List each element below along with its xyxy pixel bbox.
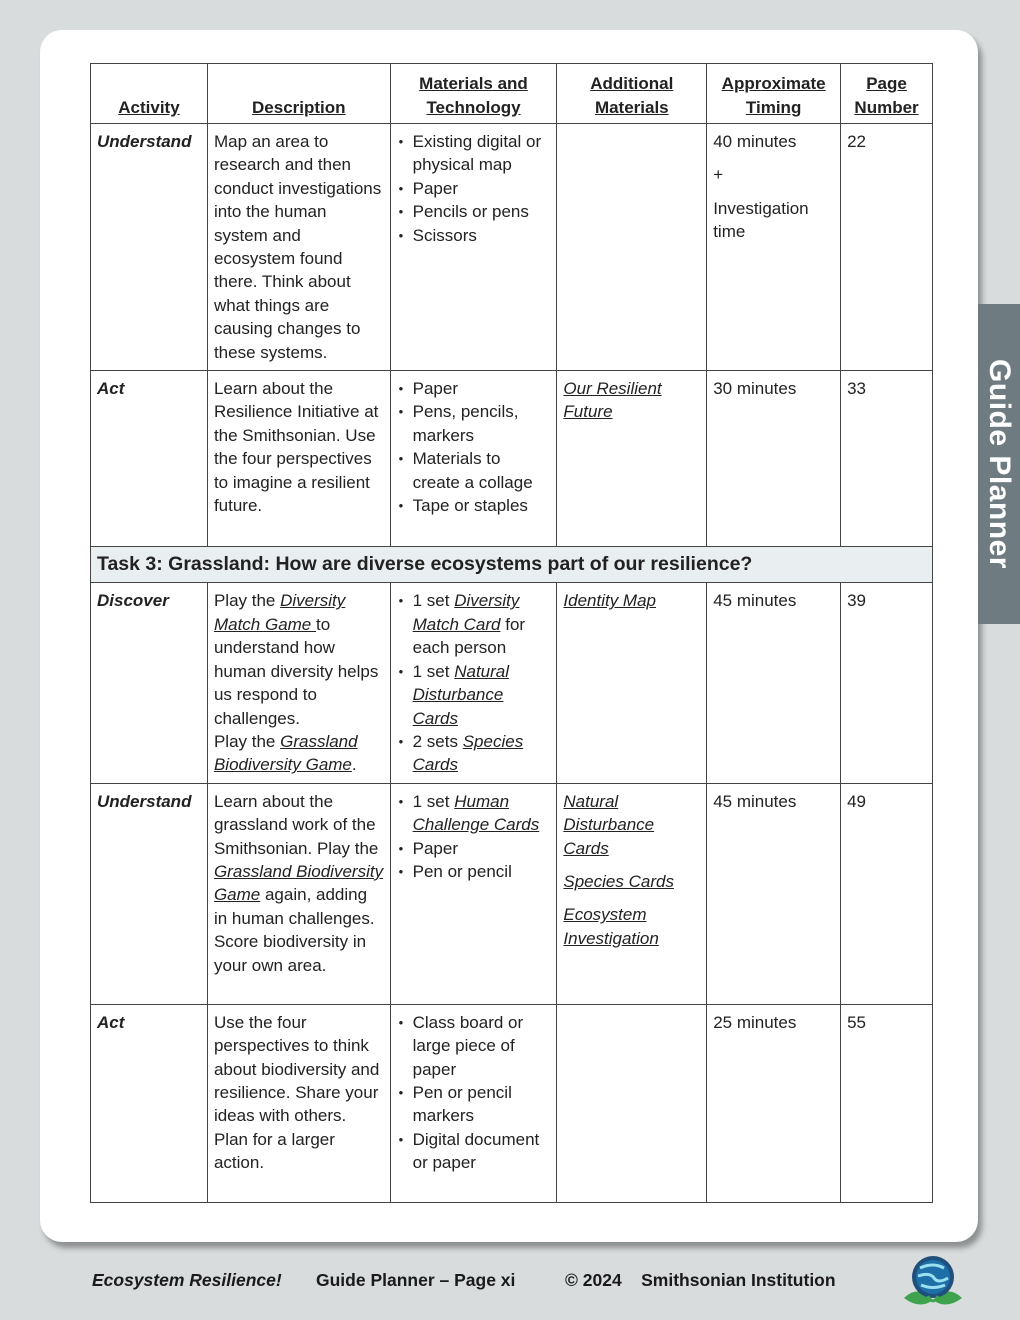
- material-item: • Paper: [397, 377, 551, 400]
- timing-cell: [707, 583, 841, 783]
- timing-value: 30 minutes: [713, 379, 797, 399]
- header-materials: Materials and Technology: [390, 64, 557, 124]
- grassland-biodiversity-game-link[interactable]: Grassland Biodiversity Game: [213, 731, 358, 775]
- timing-plus: +: [713, 165, 724, 185]
- page-cell: 39: [841, 583, 933, 783]
- description-text: .: [351, 755, 357, 775]
- timing-value: 25 minutes: [713, 1012, 797, 1032]
- guide-planner-tab-label: Guide Planner: [983, 359, 1017, 569]
- description-text: Play the: [213, 731, 281, 751]
- description-text: again, adding in human challenges. Score biodiversity in your own area.: [213, 885, 375, 975]
- task-heading-row: [91, 547, 933, 583]
- human-challenge-cards-link[interactable]: Human Challenge Cards: [412, 791, 540, 835]
- footer-title: Ecosystem Resilience!: [92, 1270, 282, 1290]
- page-cell: 22: [841, 124, 933, 371]
- table-header-row: [91, 64, 933, 124]
- material-item: • Class board or large piece of paper: [397, 1011, 551, 1081]
- timing-cell: [707, 783, 841, 1004]
- table-row: [91, 371, 933, 547]
- material-item: • Tape or staples: [397, 494, 551, 517]
- header-page: Page Number: [841, 64, 933, 124]
- timing-value: 40 minutes: [713, 132, 797, 151]
- footer-copyright: © 2024 Smithsonian Institution: [565, 1270, 836, 1290]
- additional-cell: [557, 124, 707, 371]
- page-cell: 55: [841, 1004, 933, 1202]
- table-row: [91, 1004, 933, 1202]
- header-additional: Additional Materials: [557, 64, 707, 124]
- guide-planner-tab[interactable]: [978, 304, 1020, 624]
- timing-value: 45 minutes: [713, 791, 797, 811]
- smithsonian-ecosystem-logo-icon: [900, 1254, 966, 1314]
- description-text: to understand how human diversity helps us respond to challenges.: [213, 614, 379, 728]
- description-cell: Map an area to research and then conduct investigations into the human system and ecosystem found there. Think about what things are causing changes to these systems.: [207, 124, 390, 371]
- additional-cell: [557, 1004, 707, 1202]
- materials-cell: [390, 1004, 557, 1202]
- materials-cell: [390, 783, 557, 1004]
- description-text: Play the: [213, 591, 281, 611]
- description-text: Learn about the grassland work of the Smithsonian. Play the: [213, 791, 379, 858]
- material-item: • Pencils or pens: [397, 200, 551, 223]
- additional-cell: [557, 783, 707, 1004]
- additional-cell: [557, 583, 707, 783]
- page-cell: 49: [841, 783, 933, 1004]
- footer-page: Guide Planner – Page xi: [316, 1270, 516, 1290]
- timing-cell: [707, 124, 841, 371]
- natural-disturbance-cards-link[interactable]: Natural Disturbance Cards: [412, 661, 510, 728]
- material-item: • 2 sets Species Cards: [397, 730, 551, 777]
- material-item: • Digital document or paper: [397, 1128, 551, 1175]
- activity-cell: Understand: [91, 124, 208, 371]
- material-item: • Scissors: [397, 224, 551, 247]
- material-item: • Paper: [397, 177, 551, 200]
- table-row: [91, 583, 933, 783]
- description-cell: Use the four perspectives to think about biodiversity and resilience. Share your ideas with others. Plan for a larger action.: [207, 1004, 390, 1202]
- activity-cell: Act: [91, 1004, 208, 1202]
- task-heading: Task 3: Grassland: How are diverse ecosystems part of our resilience?: [91, 547, 933, 583]
- additional-cell: [557, 371, 707, 547]
- diversity-match-game-link[interactable]: Diversity Match Game: [213, 591, 346, 634]
- natural-disturbance-cards-link[interactable]: Natural Disturbance Cards: [563, 791, 655, 858]
- species-cards-link[interactable]: Species Cards: [412, 731, 524, 775]
- material-item: • 1 set Natural Disturbance Cards: [397, 660, 551, 730]
- material-item: • 1 set Diversity Match Card for each person: [397, 589, 551, 659]
- page-cell: 33: [841, 371, 933, 547]
- materials-cell: [390, 583, 557, 783]
- species-cards-link[interactable]: Species Cards: [563, 871, 674, 891]
- header-description: Description: [207, 64, 390, 124]
- timing-cell: [707, 1004, 841, 1202]
- material-item: • Materials to create a collage: [397, 447, 551, 494]
- materials-cell: [390, 371, 557, 547]
- diversity-match-card-link[interactable]: Diversity Match Card: [412, 591, 520, 634]
- activity-cell: Discover: [91, 583, 208, 783]
- activity-cell: Understand: [91, 783, 208, 1004]
- header-timing: Approximate Timing: [707, 64, 841, 124]
- material-item: • Pens, pencils, markers: [397, 400, 551, 447]
- activity-cell: Act: [91, 371, 208, 547]
- our-resilient-future-link[interactable]: Our Resilient Future: [563, 379, 662, 422]
- header-activity: Activity: [91, 64, 208, 124]
- identity-map-link[interactable]: Identity Map: [563, 591, 656, 611]
- description-cell: [207, 583, 390, 783]
- grassland-biodiversity-game-link[interactable]: Grassland Biodiversity Game: [213, 861, 384, 905]
- material-item: • Pen or pencil markers: [397, 1081, 551, 1128]
- table-row: [91, 124, 933, 371]
- material-item: • Pen or pencil: [397, 860, 551, 883]
- timing-value: Investigation time: [713, 198, 809, 242]
- description-cell: Learn about the Resilience Initiative at the Smithsonian. Use the four perspectives to imagine a resilient future.: [207, 371, 390, 547]
- material-item: • 1 set Human Challenge Cards: [397, 790, 551, 837]
- table-row: [91, 783, 933, 1004]
- description-cell: [207, 783, 390, 1004]
- timing-cell: [707, 371, 841, 547]
- material-item: • Existing digital or physical map: [397, 130, 551, 177]
- guide-planner-table: [90, 63, 933, 1203]
- timing-value: 45 minutes: [713, 591, 797, 611]
- ecosystem-investigation-link[interactable]: Ecosystem Investigation: [563, 905, 659, 948]
- materials-cell: [390, 124, 557, 371]
- material-item: • Paper: [397, 837, 551, 860]
